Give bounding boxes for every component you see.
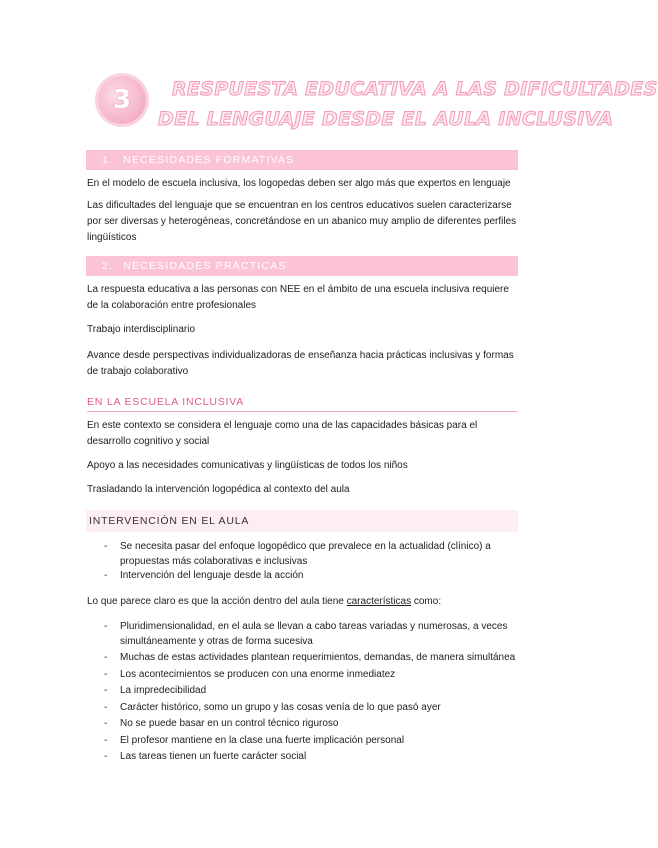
list-dash: -	[104, 734, 108, 746]
section-1-title: NECESIDADES FORMATIVAS	[123, 154, 295, 166]
list-item	[87, 651, 519, 666]
section-3-heading: EN LA ESCUELA INCLUSIVA	[87, 396, 517, 412]
list-item-text: Carácter histórico, somo un grupo y las cosas venía de lo que pasó ayer	[120, 701, 441, 713]
list-item	[87, 734, 519, 749]
list-item-text: No se puede basar en un control técnico riguroso	[120, 718, 339, 729]
paragraph-3: La respuesta educativa a las personas con NEE en el ámbito de una escuela inclusiva requiere de la colaboración entre profesionales	[87, 284, 509, 311]
document-header	[0, 68, 658, 138]
list-dash: -	[104, 541, 108, 552]
list-item	[87, 717, 519, 732]
section-2-number: 2.	[102, 260, 114, 272]
section-4-heading: INTERVENCIÓN EN EL AULA	[86, 510, 518, 532]
paragraph-2: Las dificultades del lenguaje que se encuentran en los centros educativos suelen caracterizarse por ser diversas y heterogéneas, concretándose en un abanico muy amplio de diferentes perfiles lingüísticos	[87, 200, 517, 243]
section-2-title: NECESIDADES PRÁCTICAS	[123, 260, 287, 272]
list-item	[87, 540, 519, 569]
paragraph-9-tail: como:	[411, 596, 442, 607]
list-dash: -	[104, 621, 108, 632]
list-item-text: Intervención del lenguaje desde la acción	[120, 570, 304, 581]
list-item	[87, 620, 519, 649]
list-item-text: Las tareas tienen un fuerte carácter social	[120, 751, 307, 762]
paragraph-4: Trabajo interdisciplinario	[87, 324, 196, 335]
list-2	[87, 620, 519, 765]
paragraph-7: Apoyo a las necesidades comunicativas y lingüísticas de todos los niños	[87, 460, 408, 471]
list-item-text: Se necesita pasar del enfoque logopédico que prevalece en la actualidad (clínico) a propuestas más colaborativas e inclusivas	[120, 541, 491, 567]
paragraph-9-text: Lo que parece claro es que la acción dentro del aula tiene	[87, 596, 347, 607]
list-item-text: Pluridimensionalidad, en el aula se llevan a cabo tareas variadas y numerosas, a veces simultáneamente y otras de forma sucesiva	[120, 621, 508, 647]
title-line-1: RESPUESTA EDUCATIVA A LAS DIFICULTADES	[172, 78, 658, 100]
section-1-number: 1.	[102, 154, 114, 166]
paragraph-8: Trasladando la intervención logopédica al contexto del aula	[87, 484, 350, 495]
paragraph-5: Avance desde perspectivas individualizadoras de enseñanza hacia prácticas inclusivas y formas de trabajo colaborativo	[87, 350, 514, 377]
flower-badge-icon	[98, 76, 146, 124]
list-item	[87, 750, 519, 765]
list-dash: -	[104, 652, 108, 663]
list-item	[87, 684, 519, 699]
list-dash: -	[104, 751, 108, 762]
list-dash: -	[104, 685, 108, 696]
list-item-text: El profesor mantiene en la clase una fuerte implicación personal	[120, 734, 405, 746]
list-item	[87, 569, 519, 584]
list-item-text: La impredecibilidad	[120, 685, 207, 696]
title-line-2: DEL LENGUAJE DESDE EL AULA INCLUSIVA	[158, 108, 614, 130]
paragraph-9-underlined: características	[346, 596, 412, 607]
badge-number: 3	[112, 85, 132, 115]
paragraph-9	[87, 594, 519, 610]
list-dash: -	[104, 570, 108, 581]
section-1-bar	[86, 150, 518, 170]
list-dash: -	[104, 668, 108, 680]
list-item-text: Muchas de estas actividades plantean requerimientos, demandas, de manera simultánea	[120, 652, 516, 663]
list-item	[87, 668, 519, 683]
list-1	[87, 540, 519, 584]
paragraph-6: En este contexto se considera el lenguaje como una de las capacidades básicas para el desarrollo cognitivo y social	[87, 420, 478, 447]
list-item	[87, 701, 519, 716]
paragraph-1: En el modelo de escuela inclusiva, los logopedas deben ser algo más que expertos en lenguaje	[87, 178, 511, 189]
list-dash: -	[104, 718, 108, 729]
list-item-text: Los acontecimientos se producen con una enorme inmediatez	[120, 668, 396, 680]
section-2-bar	[86, 256, 518, 276]
list-dash: -	[104, 701, 108, 713]
